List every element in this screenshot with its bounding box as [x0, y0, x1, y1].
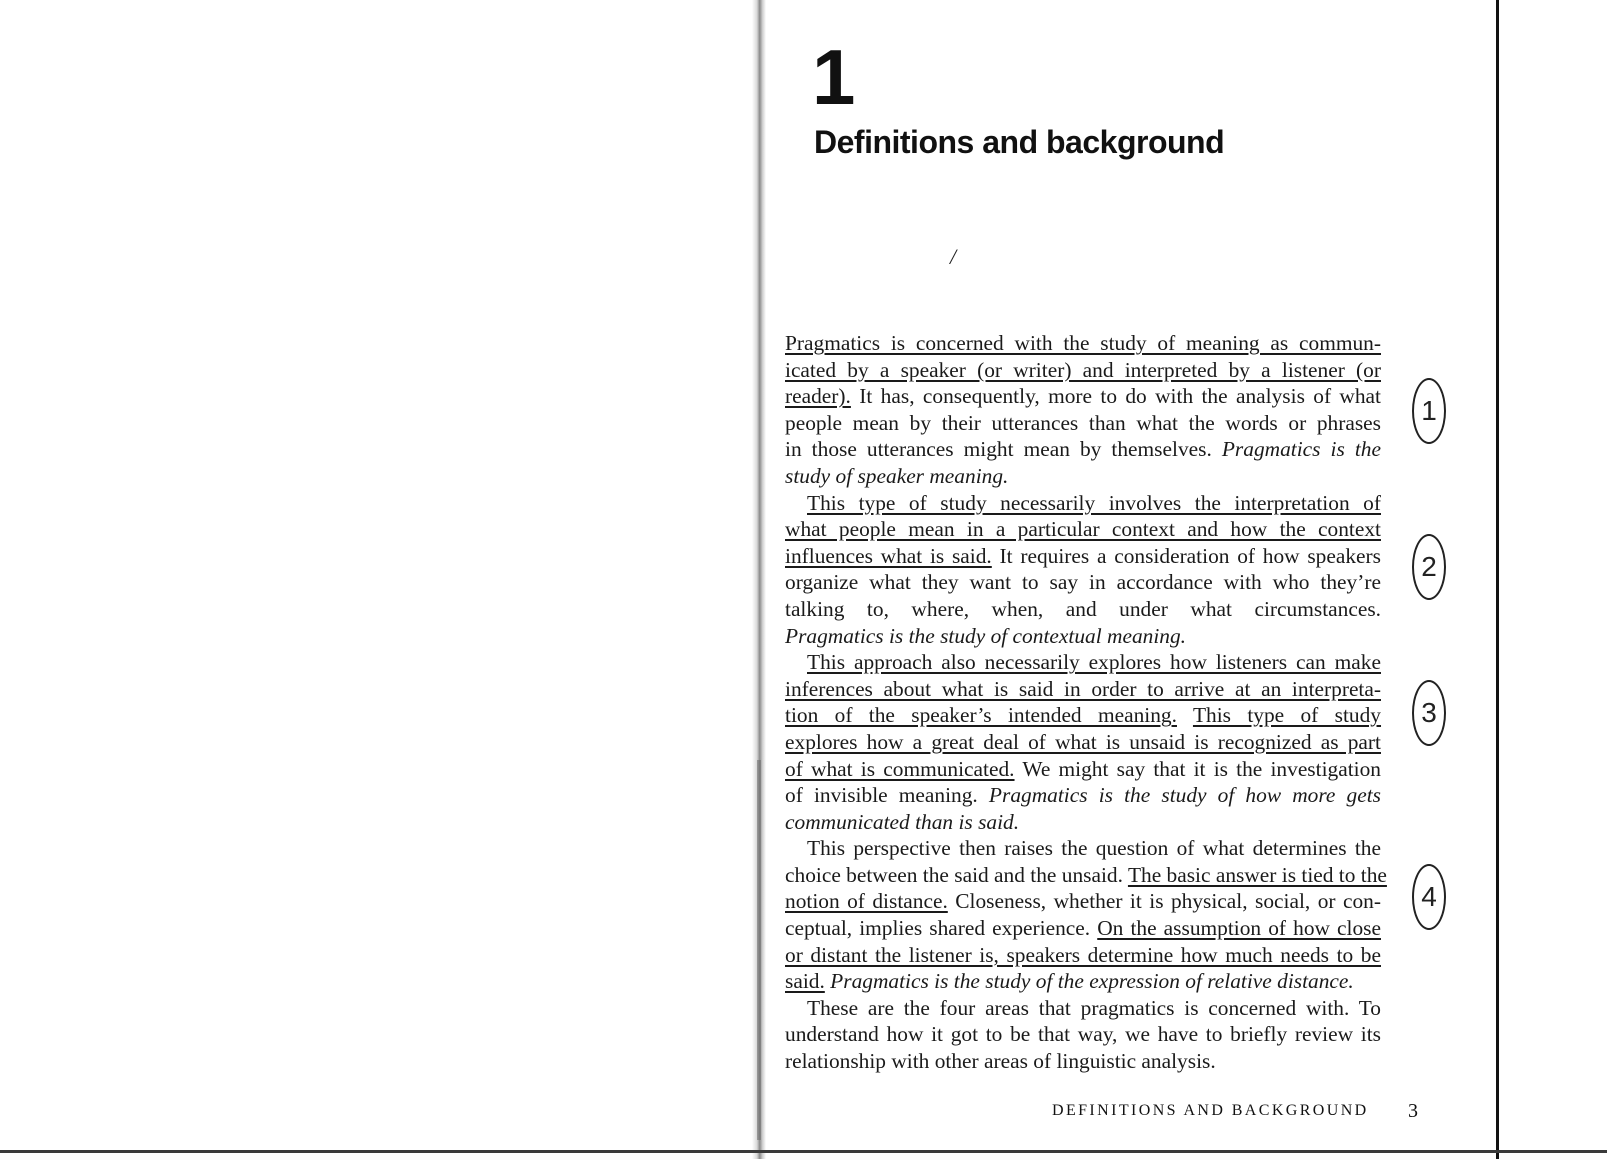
pen-stray-mark: / — [950, 244, 957, 269]
paragraph — [785, 330, 1381, 490]
text-segment: people mean by their utterances than what the words or phrases — [785, 410, 1381, 435]
italic-text: Pragmatics is the study of contextual meaning. — [785, 623, 1187, 648]
text-line — [785, 862, 1387, 889]
underlined-text: said. — [785, 969, 825, 994]
chapter-body-text — [785, 330, 1387, 1075]
underlined-text: This type of study necessarily involves the interpretation of — [807, 490, 1381, 515]
text-segment: This perspective then raises the question of what determines the — [807, 836, 1381, 861]
text-segment: understand how it got to be that way, we have to briefly review its — [785, 1022, 1381, 1047]
italic-text: Pragmatics is the study of the expression of relative distance. — [830, 969, 1354, 994]
running-footer: DEFINITIONS AND BACKGROUND — [1052, 1102, 1369, 1119]
text-segment: ceptual, implies shared experience. — [785, 916, 1098, 941]
underlined-text: reader). — [785, 384, 851, 409]
text-segment: We might say that it is the investigation — [1014, 756, 1381, 781]
spine-edge-shading — [757, 760, 761, 1140]
text-line — [785, 357, 1381, 384]
underlined-text: or distant the listener is, speakers determine how much needs to be — [785, 942, 1381, 967]
text-line — [785, 1021, 1381, 1048]
text-line — [785, 915, 1381, 942]
text-segment: Closeness, whether it is physical, social, or con- — [947, 889, 1381, 914]
text-line — [785, 702, 1381, 729]
text-segment: It requires a consideration of how speakers — [991, 543, 1381, 568]
underlined-text: notion of distance. — [785, 889, 948, 914]
text-line — [785, 410, 1381, 437]
margin-marker-1: 1 — [1412, 378, 1446, 444]
chapter-title: Definitions and background — [814, 124, 1225, 160]
paragraph — [785, 995, 1381, 1075]
text-line — [785, 490, 1381, 517]
text-line — [785, 516, 1381, 543]
margin-marker-3: 3 — [1412, 680, 1446, 746]
underlined-text: of what is communicated. — [785, 756, 1015, 781]
italic-text: Pragmatics is the — [1221, 437, 1381, 462]
text-line — [785, 782, 1381, 809]
underlined-text: On the assumption of how close — [1097, 916, 1381, 941]
text-segment: relationship with other areas of linguistic analysis. — [785, 1049, 1216, 1074]
underlined-text: tion of the speaker’s intended meaning. — [785, 703, 1177, 728]
scan-bottom-edge — [0, 1150, 1607, 1153]
text-line — [785, 623, 1381, 650]
text-line — [785, 968, 1381, 995]
paragraph — [785, 490, 1381, 650]
text-segment — [1177, 703, 1193, 727]
text-line — [785, 756, 1381, 783]
text-line — [785, 330, 1381, 357]
text-line — [785, 569, 1381, 596]
underlined-text: Pragmatics is concerned with the study of meaning as commun- — [785, 331, 1381, 355]
underlined-text: This approach also necessarily explores how listeners can make — [807, 650, 1381, 675]
underlined-text: explores how a great deal of what is unsaid is recognized as part — [785, 729, 1381, 754]
underlined-text: inferences about what is said in order to arrive at an interpreta- — [785, 676, 1381, 701]
paragraph — [785, 835, 1387, 995]
text-line — [785, 383, 1381, 410]
text-line — [785, 995, 1381, 1022]
text-line — [785, 543, 1381, 570]
text-line — [785, 676, 1381, 703]
text-line — [785, 463, 1381, 490]
text-line — [785, 942, 1381, 969]
margin-marker-4: 4 — [1412, 864, 1446, 930]
text-segment: organize what they want to say in accordance with who they’re — [785, 570, 1381, 595]
text-line — [785, 809, 1381, 836]
paragraph — [785, 649, 1381, 835]
text-segment: in those utterances might mean by themselves. — [785, 437, 1222, 462]
text-line — [785, 729, 1381, 756]
text-segment: choice between the said and the unsaid. — [785, 862, 1128, 887]
italic-text: Pragmatics is the study of how more gets — [988, 783, 1381, 808]
underlined-text: The basic answer is tied to the — [1127, 862, 1387, 887]
underlined-text: icated by a speaker (or writer) and interpreted by a listener (or — [785, 357, 1381, 382]
text-line — [785, 888, 1381, 915]
text-line — [785, 649, 1381, 676]
text-line — [785, 596, 1381, 623]
italic-text: communicated than is said. — [785, 809, 1020, 834]
text-line — [785, 835, 1381, 862]
italic-text: study of speaker meaning. — [785, 463, 1009, 488]
page-right-edge — [1496, 0, 1499, 1159]
underlined-text: influences what is said. — [785, 543, 992, 568]
text-segment: These are the four areas that pragmatics is concerned with. To — [807, 995, 1381, 1020]
text-segment: of invisible meaning. — [785, 783, 989, 808]
chapter-number: 1 — [812, 33, 856, 121]
text-segment: It has, consequently, more to do with the analysis of what — [850, 384, 1381, 409]
page-number: 3 — [1408, 1100, 1418, 1122]
text-line — [785, 1048, 1381, 1075]
margin-marker-2: 2 — [1412, 534, 1446, 600]
left-blank-page — [0, 0, 752, 1159]
underlined-text: This type of study — [1192, 703, 1382, 728]
text-line — [785, 436, 1381, 463]
text-segment: talking to, where, when, and under what circumstances. — [785, 596, 1381, 621]
underlined-text: what people mean in a particular context and how the context — [785, 517, 1381, 542]
